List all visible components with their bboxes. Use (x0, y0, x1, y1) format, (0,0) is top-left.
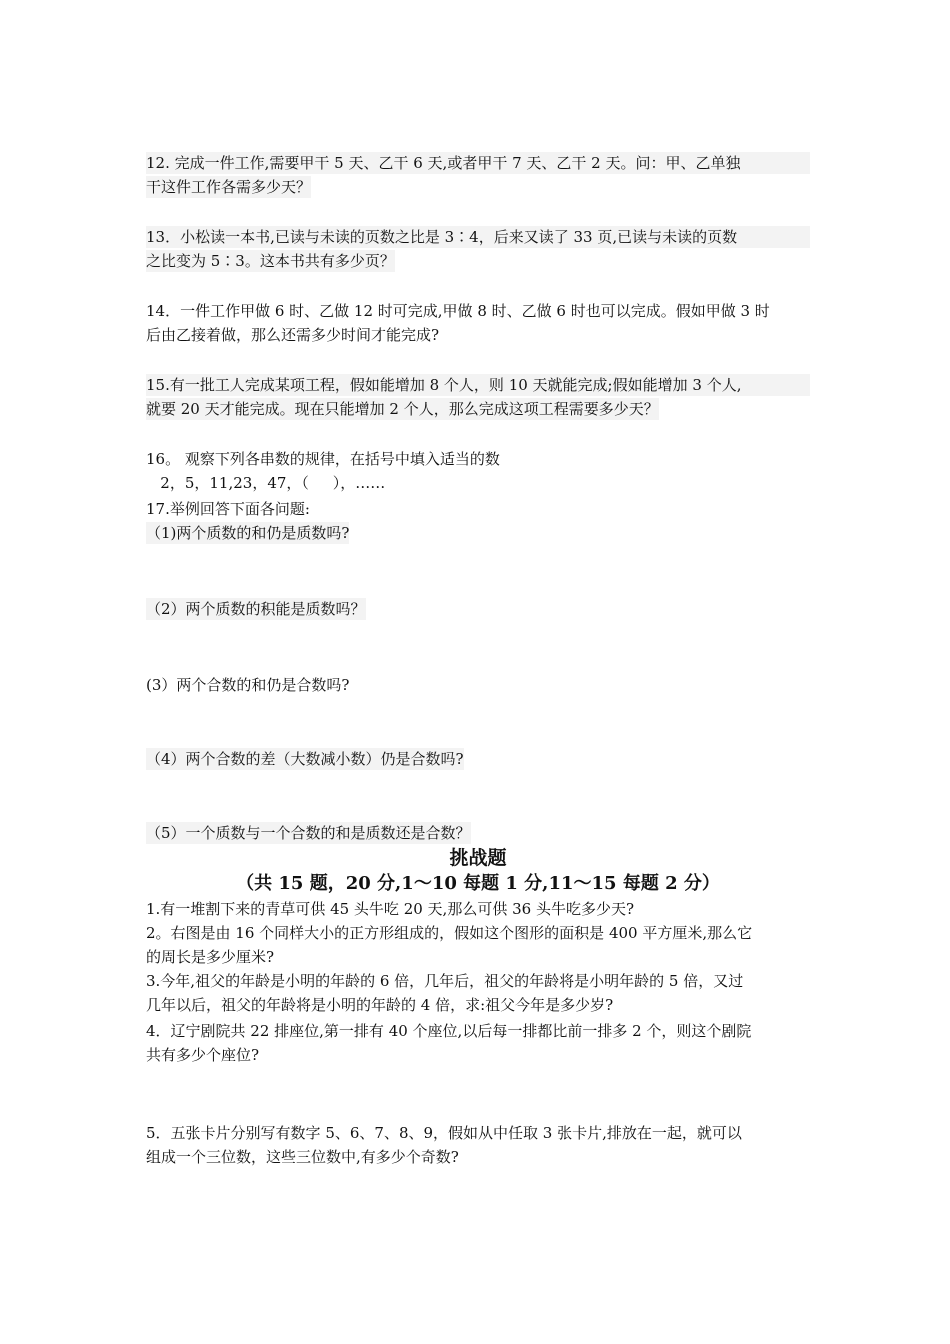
challenge-3-line-1: 3.今年,祖父的年龄是小明的年龄的 6 倍，几年后，祖父的年龄将是小明年龄的 5 倍，又过 (146, 972, 744, 990)
question-17-part-5: （5）一个质数与一个合数的和是质数还是合数？ (146, 824, 471, 842)
challenge-5-line-1: 5．五张卡片分别写有数字 5、6、7、8、9，假如从中任取 3 张卡片,排放在一起，就可以 (146, 1124, 742, 1142)
question-13-line-1: 13．小松读一本书,已读与未读的页数之比是 3∶4，后来又读了 33 页,已读与未读的页数 (146, 226, 810, 248)
question-12-line-1: 12. 完成一件工作,需要甲干 5 天、乙干 6 天,或者甲干 7 天、乙干 2 天。问：甲、乙单独 (146, 152, 810, 174)
question-16-sequence: 2，5，11,23，47，（ ），…… (146, 474, 386, 492)
challenge-2-line-2: 的周长是多少厘米? (146, 948, 275, 966)
question-17-part-3: (3）两个合数的和仍是合数吗? (146, 676, 350, 694)
question-15-line-2: 就要 20 天才能完成。现在只能增加 2 个人，那么完成这项工程需要多少天？ (146, 400, 659, 418)
question-16-line-1: 16。 观察下列各串数的规律，在括号中填入适当的数 (146, 450, 500, 468)
question-12-line-2: 干这件工作各需多少天？ (146, 178, 312, 196)
question-17-part-4: （4）两个合数的差（大数减小数）仍是合数吗? (146, 750, 464, 768)
challenge-title: 挑战题 (449, 847, 507, 869)
question-17-intro: 17.举例回答下面各问题: (146, 500, 310, 518)
question-15-line-1: 15.有一批工人完成某项工程，假如能增加 8 个人，则 10 天就能完成;假如能增加 3 个人, (146, 374, 810, 396)
challenge-2-line-1: 2。右图是由 16 个同样大小的正方形组成的，假如这个图形的面积是 400 平方厘米,那么它 (146, 924, 753, 942)
question-17-part-2: （2）两个质数的积能是质数吗？ (146, 600, 366, 618)
challenge-1: 1.有一堆割下来的青草可供 45 头牛吃 20 天,那么可供 36 头牛吃多少天? (146, 900, 634, 918)
question-17-part-1: （1)两个质数的和仍是质数吗? (146, 524, 350, 542)
question-14-line-1: 14．一件工作甲做 6 时、乙做 12 时可完成,甲做 8 时、乙做 6 时也可以完成。假如甲做 3 时 (146, 302, 770, 320)
challenge-4-line-2: 共有多少个座位? (146, 1046, 260, 1064)
challenge-3-line-2: 几年以后，祖父的年龄将是小明的年龄的 4 倍，求:祖父今年是多少岁? (146, 996, 614, 1014)
challenge-subtitle: （共 15 题，20 分,1～10 每题 1 分,11～15 每题 2 分） (236, 873, 720, 894)
challenge-4-line-1: 4．辽宁剧院共 22 排座位,第一排有 40 个座位,以后每一排都比前一排多 2 个，则这个剧院 (146, 1022, 752, 1040)
question-13-line-2: 之比变为 5∶3。这本书共有多少页？ (146, 252, 395, 270)
question-14-line-2: 后由乙接着做，那么还需多少时间才能完成? (146, 326, 440, 344)
challenge-5-line-2: 组成一个三位数，这些三位数中,有多少个奇数? (146, 1148, 459, 1166)
